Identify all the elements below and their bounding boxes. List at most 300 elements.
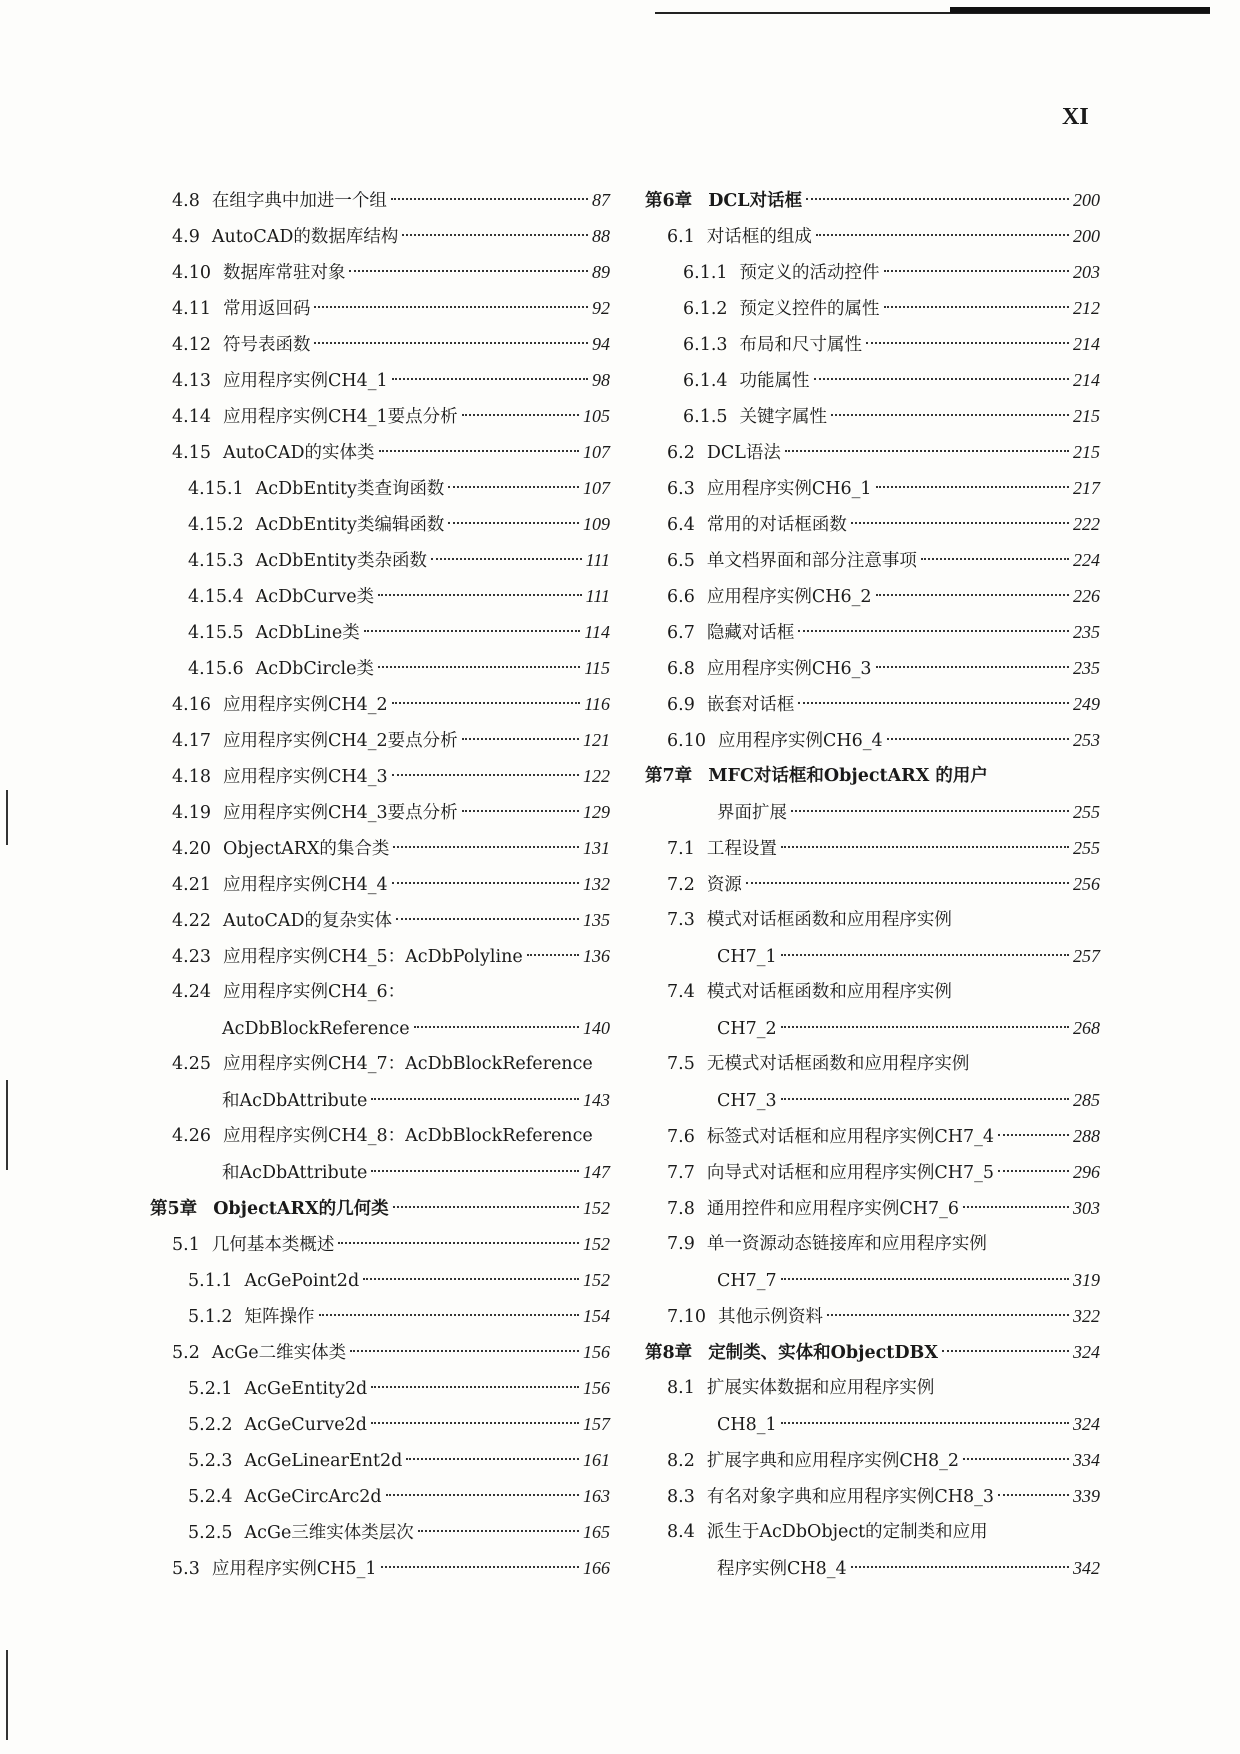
toc-entry-number: 4.10 — [172, 263, 211, 283]
dot-leader — [876, 594, 1069, 596]
toc-entry — [150, 722, 610, 758]
toc-entry — [150, 542, 610, 578]
toc-page-number: 217 — [1073, 478, 1100, 498]
toc-page-number: 212 — [1073, 298, 1100, 318]
toc-entry-title: CH7_3 — [717, 1091, 777, 1111]
dot-leader — [448, 486, 579, 488]
toc-page-number: 200 — [1073, 226, 1100, 246]
dot-leader — [350, 1350, 579, 1352]
toc-page-number: 166 — [583, 1558, 610, 1578]
toc-page-number: 203 — [1073, 262, 1100, 282]
toc-entry-title: AcDbLine类 — [255, 623, 360, 643]
dot-leader — [414, 1026, 579, 1028]
toc-entry-number: 5.2.3 — [188, 1451, 233, 1471]
dot-leader — [746, 882, 1069, 884]
scan-margin-mark — [6, 1650, 8, 1740]
toc-entry — [645, 1010, 1100, 1046]
dot-leader — [393, 846, 579, 848]
toc-entry-number: 4.15.1 — [188, 479, 244, 499]
dot-leader — [798, 702, 1069, 704]
toc-page-number: 116 — [584, 694, 610, 714]
toc-page-number: 107 — [583, 442, 610, 462]
toc-page-number: 235 — [1073, 658, 1100, 678]
toc-entry — [645, 1550, 1100, 1586]
dot-leader — [806, 198, 1069, 200]
toc-entry — [645, 794, 1100, 830]
toc-entry-title: 常用的对话框函数 — [706, 515, 847, 535]
toc-entry — [645, 830, 1100, 866]
dot-leader — [814, 378, 1069, 380]
toc-entry — [150, 434, 610, 470]
dot-leader — [998, 1134, 1069, 1136]
toc-entry-title: AcGeCircArc2d — [244, 1487, 382, 1507]
toc-entry-number: 4.16 — [172, 695, 211, 715]
toc-entry-number: 6.3 — [667, 479, 695, 499]
dot-leader — [781, 1026, 1069, 1028]
dot-leader — [816, 234, 1069, 236]
toc-entry-number: 4.15 — [172, 443, 211, 463]
toc-entry-number: 6.8 — [667, 659, 695, 679]
toc-entry-number: 7.2 — [667, 875, 695, 895]
toc-page-number: 296 — [1073, 1162, 1100, 1182]
toc-entry-title: 通用控件和应用程序实例CH7_6 — [706, 1199, 960, 1219]
toc-entry-title: ObjectARX的几何类 — [213, 1199, 389, 1219]
toc-entry — [150, 362, 610, 398]
toc-page-number: 224 — [1073, 550, 1100, 570]
toc-entry — [150, 758, 610, 794]
toc-page-number: 322 — [1073, 1306, 1100, 1326]
toc-entry-title: DCL语法 — [706, 443, 781, 463]
toc-entry — [150, 578, 610, 614]
toc-page-number: 255 — [1073, 802, 1100, 822]
toc-entry — [645, 290, 1100, 326]
toc-entry-title: 有名对象字典和应用程序实例CH8_3 — [706, 1487, 995, 1507]
toc-entry-title: DCL对话框 — [708, 191, 803, 211]
toc-entry — [150, 506, 610, 542]
toc-entry-number: 5.2 — [172, 1343, 200, 1363]
toc-entry-number: 6.7 — [667, 623, 695, 643]
toc-page-number: 268 — [1073, 1018, 1100, 1038]
toc-entry — [150, 290, 610, 326]
toc-entry — [645, 434, 1100, 470]
toc-entry — [645, 506, 1100, 542]
toc-entry — [150, 1262, 610, 1298]
dot-leader — [371, 1170, 579, 1172]
toc-entry-number: 6.1.4 — [683, 371, 728, 391]
toc-entry-number: 7.5 — [667, 1054, 695, 1074]
dot-leader — [448, 522, 579, 524]
dot-leader — [393, 1206, 579, 1208]
toc-entry-title: AcGeEntity2d — [244, 1379, 368, 1399]
toc-entry-number: 8.3 — [667, 1487, 695, 1507]
toc-entry — [645, 398, 1100, 434]
toc-entry-number: 4.8 — [172, 191, 200, 211]
toc-entry-title: AcGe二维实体类 — [211, 1343, 347, 1363]
toc-entry-number: 4.20 — [172, 839, 211, 859]
toc-entry — [645, 1226, 1100, 1262]
toc-entry — [645, 218, 1100, 254]
toc-entry-title: 单文档界面和部分注意事项 — [706, 551, 917, 571]
toc-entry — [645, 1478, 1100, 1514]
dot-leader — [371, 1422, 579, 1424]
toc-entry-number: 5.2.2 — [188, 1415, 233, 1435]
toc-page-number: 156 — [583, 1342, 610, 1362]
toc-entry-title: AcGePoint2d — [244, 1271, 360, 1291]
toc-page-number: 135 — [583, 910, 610, 930]
toc-chapter-entry — [150, 1190, 610, 1226]
dot-leader — [392, 774, 579, 776]
toc-entry-title: AutoCAD的复杂实体 — [222, 911, 393, 931]
toc-entry-number: 7.4 — [667, 982, 695, 1002]
toc-page-number: 111 — [585, 586, 610, 606]
toc-entry-title: 预定义控件的属性 — [739, 299, 880, 319]
dot-leader — [364, 630, 581, 632]
dot-leader — [942, 1350, 1069, 1352]
toc-entry-number: 7.1 — [667, 839, 695, 859]
toc-page-number: 87 — [592, 190, 610, 210]
toc-entry — [645, 614, 1100, 650]
toc-entry-title: AcDbCurve类 — [255, 587, 375, 607]
toc-entry — [645, 362, 1100, 398]
toc-entry-number: 6.1.5 — [683, 407, 728, 427]
toc-page-number: 132 — [583, 874, 610, 894]
toc-page-number: 157 — [583, 1414, 610, 1434]
toc-entry-title: 应用程序实例CH4_7：AcDbBlockReference — [222, 1054, 593, 1074]
toc-entry-title: 应用程序实例CH4_2要点分析 — [222, 731, 458, 751]
toc-entry-number: 6.5 — [667, 551, 695, 571]
dot-leader — [314, 306, 588, 308]
toc-entry-number: 7.3 — [667, 910, 695, 930]
dot-leader — [798, 630, 1069, 632]
toc-entry-title: AcDbEntity类查询函数 — [255, 479, 445, 499]
toc-page-number: 107 — [583, 478, 610, 498]
toc-entry-number: 4.22 — [172, 911, 211, 931]
toc-entry-title: AcDbEntity类编辑函数 — [255, 515, 445, 535]
toc-page-number: 255 — [1073, 838, 1100, 858]
toc-entry — [645, 650, 1100, 686]
toc-page-number: 161 — [583, 1450, 610, 1470]
toc-entry-number: 6.2 — [667, 443, 695, 463]
toc-entry-title: 工程设置 — [706, 839, 777, 859]
toc-page-number: 334 — [1073, 1450, 1100, 1470]
toc-entry — [150, 866, 610, 902]
toc-entry — [645, 326, 1100, 362]
dot-leader — [396, 918, 579, 920]
toc-entry-title: 应用程序实例CH6_3 — [706, 659, 872, 679]
toc-entry-title: AcDbCircle类 — [255, 659, 374, 679]
toc-page-number: 222 — [1073, 514, 1100, 534]
toc-entry — [150, 1118, 610, 1154]
dot-leader — [831, 414, 1069, 416]
toc-entry-title: 标签式对话框和应用程序实例CH7_4 — [706, 1127, 995, 1147]
toc-entry — [150, 1046, 610, 1082]
toc-entry-title: 应用程序实例CH4_6： — [222, 982, 406, 1002]
toc-entry-number: 4.26 — [172, 1126, 211, 1146]
dot-leader — [884, 306, 1069, 308]
toc-entry — [150, 1298, 610, 1334]
toc-page-number: 121 — [583, 730, 610, 750]
toc-entry-title: 布局和尺寸属性 — [739, 335, 863, 355]
toc-entry-number: 6.1.2 — [683, 299, 728, 319]
toc-entry-number: 7.6 — [667, 1127, 695, 1147]
toc-entry-number: 4.9 — [172, 227, 200, 247]
toc-entry-title: 扩展字典和应用程序实例CH8_2 — [706, 1451, 960, 1471]
toc-page-number: 214 — [1073, 370, 1100, 390]
toc-entry-number: 6.4 — [667, 515, 695, 535]
toc-entry — [150, 1406, 610, 1442]
toc-entry-number: 8.4 — [667, 1522, 695, 1542]
toc-page-number: 215 — [1073, 406, 1100, 426]
toc-chapter-entry — [645, 758, 1100, 794]
toc-entry-title: 应用程序实例CH4_1要点分析 — [222, 407, 458, 427]
toc-entry-title: 矩阵操作 — [244, 1307, 315, 1327]
toc-page-number: 131 — [583, 838, 610, 858]
dot-leader — [462, 738, 579, 740]
toc-entry-title: AcGe三维实体类层次 — [244, 1523, 414, 1543]
toc-entry — [645, 1514, 1100, 1550]
toc-page-number: 324 — [1073, 1342, 1100, 1362]
toc-entry — [150, 218, 610, 254]
toc-entry — [150, 902, 610, 938]
dot-leader — [391, 198, 588, 200]
toc-page-number: 249 — [1073, 694, 1100, 714]
toc-entry — [645, 1370, 1100, 1406]
dot-leader — [876, 486, 1069, 488]
dot-leader — [851, 1566, 1069, 1568]
toc-entry — [645, 974, 1100, 1010]
dot-leader — [462, 810, 579, 812]
toc-entry-title: AcGeLinearEnt2d — [244, 1451, 403, 1471]
scan-margin-mark — [6, 1080, 8, 1170]
toc-entry-title: 应用程序实例CH4_8：AcDbBlockReference — [222, 1126, 593, 1146]
toc-page-number: 163 — [583, 1486, 610, 1506]
toc-page-number: 288 — [1073, 1126, 1100, 1146]
toc-entry — [150, 1550, 610, 1586]
dot-leader — [381, 1566, 579, 1568]
dot-leader — [998, 1170, 1069, 1172]
toc-entry-title: 数据库常驻对象 — [222, 263, 346, 283]
toc-entry-title: 在组字典中加进一个组 — [211, 191, 387, 211]
toc-entry — [150, 794, 610, 830]
toc-entry-number: 5.2.1 — [188, 1379, 233, 1399]
toc-entry-number: 4.23 — [172, 947, 211, 967]
toc-entry-title: 无模式对话框函数和应用程序实例 — [706, 1054, 970, 1074]
toc-entry-title: AutoCAD的实体类 — [222, 443, 375, 463]
toc-page-number: 200 — [1073, 190, 1100, 210]
toc-entry — [150, 938, 610, 974]
toc-page-number: 109 — [583, 514, 610, 534]
toc-entry-title: 功能属性 — [739, 371, 810, 391]
toc-entry — [150, 1010, 610, 1046]
dot-leader — [884, 270, 1069, 272]
toc-entry — [645, 1082, 1100, 1118]
toc-page-number: 215 — [1073, 442, 1100, 462]
toc-entry-number: 8.1 — [667, 1378, 695, 1398]
toc-entry — [150, 1514, 610, 1550]
toc-entry-number: 6.6 — [667, 587, 695, 607]
toc-entry-title: 扩展实体数据和应用程序实例 — [706, 1378, 935, 1398]
toc-entry — [645, 578, 1100, 614]
toc-page-number: 214 — [1073, 334, 1100, 354]
toc-page-number: 88 — [592, 226, 610, 246]
toc-entry — [150, 1082, 610, 1118]
toc-page-number: 324 — [1073, 1414, 1100, 1434]
toc-entry — [150, 398, 610, 434]
toc-page-number: 105 — [583, 406, 610, 426]
toc-entry-number: 第5章 — [150, 1199, 198, 1219]
toc-chapter-entry — [645, 1334, 1100, 1370]
toc-entry — [645, 1190, 1100, 1226]
toc-page-number: 339 — [1073, 1486, 1100, 1506]
toc-entry-title: 和AcDbAttribute — [222, 1091, 368, 1111]
toc-entry-number: 4.15.5 — [188, 623, 244, 643]
toc-entry-number: 6.10 — [667, 731, 706, 751]
toc-entry-title: 模式对话框函数和应用程序实例 — [706, 910, 952, 930]
toc-entry-title: 应用程序实例CH6_2 — [706, 587, 872, 607]
toc-entry-number: 4.19 — [172, 803, 211, 823]
toc-page-number: 253 — [1073, 730, 1100, 750]
header-rule-thick — [950, 7, 1210, 13]
toc-entry-title: CH7_7 — [717, 1271, 777, 1291]
toc-page-number: 257 — [1073, 946, 1100, 966]
toc-entry — [150, 182, 610, 218]
toc-entry-title: 定制类、实体和ObjectDBX — [708, 1343, 938, 1363]
toc-entry — [150, 650, 610, 686]
toc-entry-title: AcDbEntity类杂函数 — [255, 551, 427, 571]
toc-entry-title: 资源 — [706, 875, 742, 895]
toc-page-number: 143 — [583, 1090, 610, 1110]
toc-entry-number: 6.1.1 — [683, 263, 728, 283]
toc-entry-number: 5.1.1 — [188, 1271, 233, 1291]
toc-page-number: 147 — [583, 1162, 610, 1182]
dot-leader — [386, 1494, 579, 1496]
dot-leader — [418, 1530, 579, 1532]
toc-page-number: 152 — [583, 1198, 610, 1218]
toc-entry-title: 应用程序实例CH6_1 — [706, 479, 872, 499]
toc-entry-title: 应用程序实例CH4_5：AcDbPolyline — [222, 947, 523, 967]
dot-leader — [781, 846, 1069, 848]
dot-leader — [827, 1314, 1069, 1316]
dot-leader — [791, 810, 1069, 812]
toc-page-number: 152 — [583, 1234, 610, 1254]
toc-entry-number: 5.1 — [172, 1235, 200, 1255]
toc-entry-title: 预定义的活动控件 — [739, 263, 880, 283]
toc-entry — [150, 326, 610, 362]
toc-entry-title: AcGeCurve2d — [244, 1415, 367, 1435]
dot-leader — [887, 738, 1069, 740]
toc-entry — [150, 974, 610, 1010]
dot-leader — [402, 234, 588, 236]
toc-entry-title: 常用返回码 — [222, 299, 311, 319]
toc-entry — [645, 722, 1100, 758]
toc-entry-title: 对话框的组成 — [706, 227, 812, 247]
toc-entry-title: 嵌套对话框 — [706, 695, 795, 715]
toc-entry-number: 4.14 — [172, 407, 211, 427]
toc-entry-title: 单一资源动态链接库和应用程序实例 — [706, 1234, 987, 1254]
toc-entry-title: 应用程序实例CH4_2 — [222, 695, 388, 715]
toc-page-number: 89 — [592, 262, 610, 282]
toc-entry-title: CH7_1 — [717, 947, 777, 967]
toc-entry — [645, 1298, 1100, 1334]
toc-entry — [150, 1442, 610, 1478]
toc-page-number: 256 — [1073, 874, 1100, 894]
toc-entry-title: CH8_1 — [717, 1415, 777, 1435]
dot-leader — [851, 522, 1069, 524]
toc-entry — [645, 1442, 1100, 1478]
dot-leader — [998, 1494, 1069, 1496]
toc-entry-number: 第8章 — [645, 1343, 693, 1363]
toc-entry — [150, 254, 610, 290]
toc-entry-title: 符号表函数 — [222, 335, 311, 355]
toc-entry-number: 4.12 — [172, 335, 211, 355]
toc-entry — [645, 1262, 1100, 1298]
dot-leader — [406, 1458, 579, 1460]
toc-page-number: 285 — [1073, 1090, 1100, 1110]
dot-leader — [527, 954, 579, 956]
toc-entry-title: 向导式对话框和应用程序实例CH7_5 — [706, 1163, 995, 1183]
toc-chapter-entry — [645, 182, 1100, 218]
toc-entry-title: 其他示例资料 — [717, 1307, 823, 1327]
dot-leader — [781, 1098, 1069, 1100]
dot-leader — [314, 342, 588, 344]
dot-leader — [431, 558, 582, 560]
dot-leader — [781, 954, 1069, 956]
toc-page-number: 235 — [1073, 622, 1100, 642]
toc-entry-number: 6.9 — [667, 695, 695, 715]
toc-entry-number: 4.21 — [172, 875, 211, 895]
toc-entry — [645, 1046, 1100, 1082]
dot-leader — [392, 378, 588, 380]
dot-leader — [378, 666, 580, 668]
toc-entry-number: 4.15.2 — [188, 515, 244, 535]
toc-right-column — [645, 182, 1100, 1586]
toc-page-number: 165 — [583, 1522, 610, 1542]
dot-leader — [781, 1278, 1069, 1280]
toc-entry-title: 应用程序实例CH4_1 — [222, 371, 388, 391]
toc-entry — [645, 470, 1100, 506]
dot-leader — [963, 1458, 1069, 1460]
toc-entry-title: 派生于AcDbObject的定制类和应用 — [706, 1522, 988, 1542]
toc-entry-title: 隐藏对话框 — [706, 623, 795, 643]
toc-entry-number: 7.7 — [667, 1163, 695, 1183]
dot-leader — [462, 414, 579, 416]
dot-leader — [378, 594, 582, 596]
toc-entry — [150, 830, 610, 866]
toc-entry-number: 4.24 — [172, 982, 211, 1002]
toc-entry-number: 6.1.3 — [683, 335, 728, 355]
toc-entry-number: 4.17 — [172, 731, 211, 751]
scan-margin-mark — [6, 790, 8, 845]
toc-entry-title: AcDbBlockReference — [222, 1019, 410, 1039]
toc-entry-title: 应用程序实例CH6_4 — [717, 731, 883, 751]
dot-leader — [921, 558, 1069, 560]
dot-leader — [785, 450, 1069, 452]
dot-leader — [392, 702, 581, 704]
toc-entry — [645, 1154, 1100, 1190]
toc-entry — [150, 1334, 610, 1370]
toc-entry — [150, 1478, 610, 1514]
toc-entry-title: AutoCAD的数据库结构 — [211, 227, 399, 247]
toc-entry-title: CH7_2 — [717, 1019, 777, 1039]
toc-page-number: 319 — [1073, 1270, 1100, 1290]
toc-entry-title: ObjectARX的集合类 — [222, 839, 390, 859]
dot-leader — [371, 1386, 579, 1388]
toc-page-number: 156 — [583, 1378, 610, 1398]
toc-entry-number: 4.13 — [172, 371, 211, 391]
toc-entry-number: 4.11 — [172, 299, 211, 319]
dot-leader — [781, 1422, 1069, 1424]
toc-entry-title: 应用程序实例CH4_3要点分析 — [222, 803, 458, 823]
